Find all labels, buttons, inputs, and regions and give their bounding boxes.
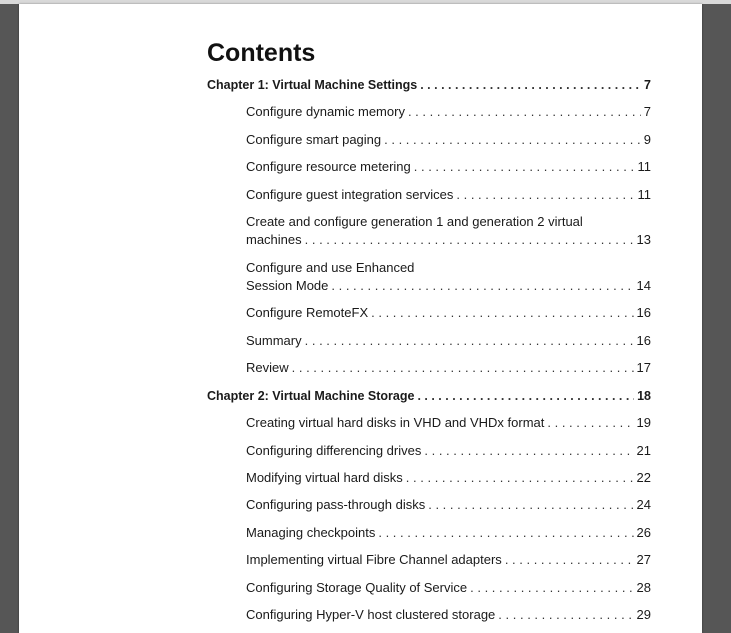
toc-page-number: 18 [637,389,651,403]
toc-entry-label: Modifying virtual hard disks [246,470,403,485]
toc-entry[interactable] [246,414,651,432]
dot-leader [292,359,634,377]
toc-entry-label: Configure resource metering [246,159,411,174]
toc-page-number: 22 [636,470,651,485]
toc-entry-label: Configure smart paging [246,132,382,147]
toc-page-number: 29 [636,607,651,622]
toc-page-number: 13 [636,232,651,247]
dot-leader [305,231,634,249]
dot-leader [406,469,634,487]
toc-entry-label: Implementing virtual Fibre Channel adapters [246,552,502,567]
toc-entry-label: Configure dynamic memory [246,104,405,119]
toc-entry-label: Configuring Storage Quality of Service [246,580,468,595]
toc-entry[interactable] [246,551,651,569]
toc-entry[interactable] [246,186,651,204]
dot-leader [408,103,641,121]
toc-entry-label-continued: Session Mode [246,278,329,293]
toc-entry[interactable] [246,524,651,542]
toc-entry[interactable] [246,213,651,249]
toc-entry[interactable] [246,158,651,176]
dot-leader [417,387,634,405]
toc-page-number: 28 [636,580,651,595]
toc-page-number: 16 [636,333,651,348]
toc-entry[interactable] [246,103,651,121]
toc-list [19,4,702,633]
toc-page-number: 14 [636,278,651,293]
toc-chapter-1[interactable] [207,76,651,94]
dot-leader [424,442,633,460]
toc-entry-label: Create and configure generation 1 and generation 2 virtual [246,214,583,229]
toc-entry-label-continued: machines [246,232,302,247]
dot-leader [331,277,633,295]
toc-entry[interactable] [246,332,651,350]
toc-chapter-label: Chapter 1: Virtual Machine Settings [207,78,418,92]
dot-leader [498,606,633,624]
toc-entry-label: Configuring differencing drives [246,443,422,458]
dot-leader [378,524,633,542]
toc-entry-label: Configure RemoteFX [246,305,369,320]
toc-page-number: 17 [636,360,651,375]
toc-entry-label: Configuring pass-through disks [246,497,426,512]
toc-entry-label: Configuring Hyper-V host clustered storage [246,607,496,622]
toc-page-number: 27 [636,552,651,567]
dot-leader [420,76,641,94]
toc-chapter-label: Chapter 2: Virtual Machine Storage [207,389,415,403]
toc-entry-label: Managing checkpoints [246,525,376,540]
toc-entry[interactable] [246,442,651,460]
toc-page-number: 16 [636,305,651,320]
toc-entry-label: Review [246,360,289,375]
dot-leader [470,579,633,597]
dot-leader [384,131,641,149]
toc-entry[interactable] [246,469,651,487]
toc-page-number: 26 [636,525,651,540]
toc-page-number: 9 [643,132,651,147]
toc-entry[interactable] [246,359,651,377]
toc-entry-label: Creating virtual hard disks in VHD and VHDx format [246,415,545,430]
document-page [19,4,702,633]
toc-entry[interactable] [246,606,651,624]
dot-leader [456,186,634,204]
toc-entry[interactable] [246,496,651,514]
dot-leader [547,414,633,432]
toc-page-number: 24 [636,497,651,512]
toc-entry-line-2 [246,231,651,249]
toc-page-number: 19 [636,415,651,430]
toc-page-number: 11 [637,187,651,202]
toc-page-number: 11 [637,159,651,174]
toc-page-number: 7 [644,78,651,92]
dot-leader [371,304,633,322]
toc-page-number: 7 [643,104,651,119]
page-title: Contents [207,39,316,67]
toc-entry[interactable] [246,259,651,295]
toc-chapter-2[interactable] [207,387,651,405]
dot-leader [428,496,633,514]
toc-entry[interactable] [246,579,651,597]
toc-entry-line-2 [246,277,651,295]
toc-entry-label: Configure and use Enhanced [246,260,415,275]
dot-leader [414,158,635,176]
dot-leader [305,332,634,350]
toc-entry[interactable] [246,131,651,149]
toc-entry[interactable] [246,304,651,322]
toc-entry-label: Configure guest integration services [246,187,454,202]
toc-entry-label: Summary [246,333,302,348]
toc-page-number: 21 [636,443,651,458]
dot-leader [505,551,634,569]
